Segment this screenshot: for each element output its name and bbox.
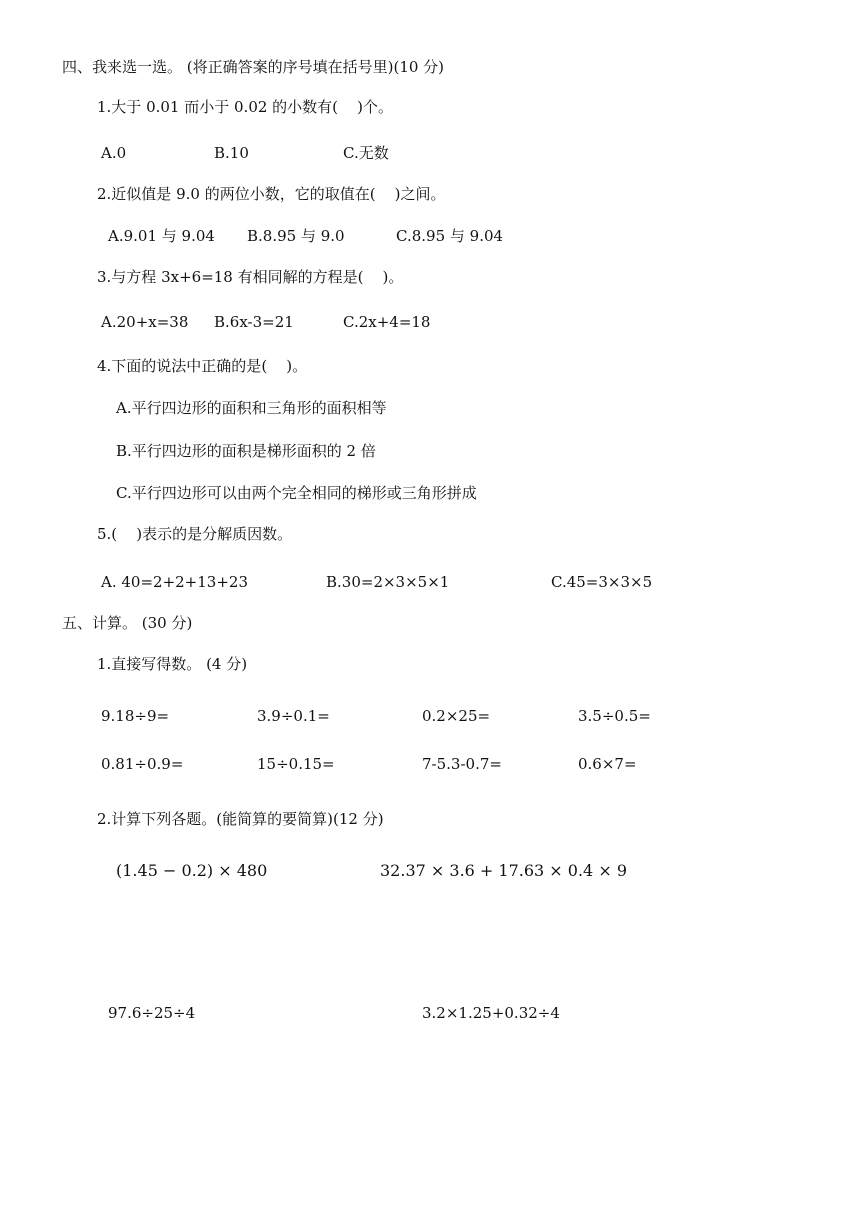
question-4-option-a: A.平行四边形的面积和三角形的面积相等 [116, 399, 387, 417]
question-5-option-b: B.30=2×3×5×1 [326, 573, 450, 591]
calc-problem-4: 3.2×1.25+0.32÷4 [422, 1004, 560, 1022]
oral-calc-item: 15÷0.15= [257, 755, 335, 773]
question-4-option-c: C.平行四边形可以由两个完全相同的梯形或三角形拼成 [116, 484, 477, 502]
question-2-option-b: B.8.95 与 9.0 [247, 227, 345, 245]
oral-calc-item: 3.9÷0.1= [257, 707, 330, 725]
question-3-option-a: A.20+x=38 [101, 313, 189, 331]
question-5-stem: 5.( )表示的是分解质因数。 [97, 525, 293, 543]
question-3-option-b: B.6x-3=21 [214, 313, 294, 331]
question-2-option-c: C.8.95 与 9.04 [396, 227, 504, 245]
oral-calc-item: 9.18÷9= [101, 707, 170, 725]
oral-calc-item: 0.81÷0.9= [101, 755, 184, 773]
question-1-stem: 1.大于 0.01 而小于 0.02 的小数有( )个。 [97, 98, 393, 116]
calc-problem-1: (1.45 − 0.2) × 480 [116, 861, 268, 880]
question-4-stem: 4.下面的说法中正确的是( )。 [97, 357, 308, 375]
part-2-title: 2.计算下列各题。(能简算的要简算)(12 分) [97, 810, 384, 828]
oral-calc-item: 0.6×7= [578, 755, 637, 773]
question-2-stem: 2.近似值是 9.0 的两位小数，它的取值在( )之间。 [97, 185, 446, 203]
oral-calc-item: 3.5÷0.5= [578, 707, 651, 725]
question-5-option-a: A. 40=2+2+13+23 [101, 573, 248, 591]
oral-calc-item: 7-5.3-0.7= [422, 755, 502, 773]
question-1-option-c: C.无数 [343, 144, 389, 162]
question-5-option-c: C.45=3×3×5 [551, 573, 653, 591]
calc-problem-3: 97.6÷25÷4 [108, 1004, 196, 1022]
calc-problem-2: 32.37 × 3.6 + 17.63 × 0.4 × 9 [380, 861, 627, 880]
oral-calc-item: 0.2×25= [422, 707, 491, 725]
question-3-option-c: C.2x+4=18 [343, 313, 431, 331]
question-1-option-a: A.0 [101, 144, 127, 162]
section-5-heading: 五、计算。 (30 分) [62, 614, 193, 632]
section-4-heading: 四、我来选一选。 (将正确答案的序号填在括号里)(10 分) [62, 58, 445, 76]
part-1-title: 1.直接写得数。 (4 分) [97, 655, 248, 673]
question-2-option-a: A.9.01 与 9.04 [108, 227, 215, 245]
question-1-option-b: B.10 [214, 144, 249, 162]
question-4-option-b: B.平行四边形的面积是梯形面积的 2 倍 [116, 442, 376, 460]
question-3-stem: 3.与方程 3x+6=18 有相同解的方程是( )。 [97, 268, 404, 286]
